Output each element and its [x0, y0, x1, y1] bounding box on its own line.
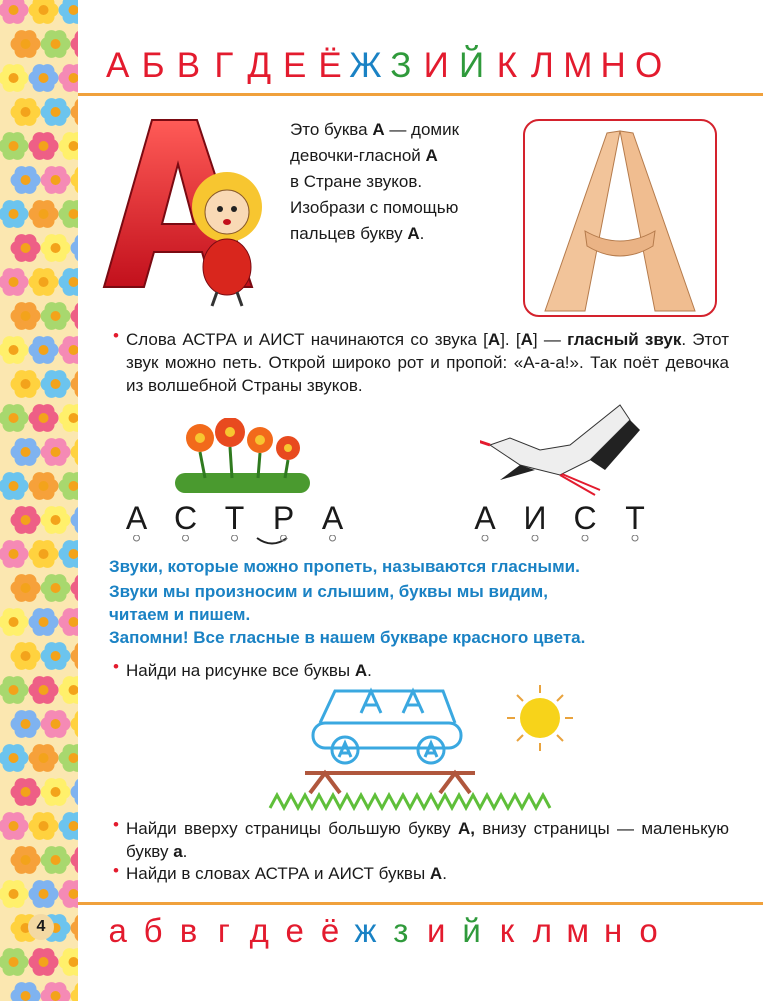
sound-dot: [134, 535, 140, 541]
blue-rule-line-1: Звуки, которые можно пропеть, называются гласными.: [109, 557, 580, 576]
word-letter: Т: [625, 500, 645, 536]
blue-rule-line-3: читаем и пишем.: [109, 605, 251, 624]
sound-dot: [582, 535, 588, 541]
blue-rule-line-4: Запомни! Все гласные в нашем букваре красного цвета.: [109, 628, 586, 647]
car-letters-puzzle-illustration: [265, 683, 585, 813]
uppercase-letter: Н: [600, 46, 626, 85]
uppercase-letter: Б: [141, 46, 165, 85]
bullet: •: [113, 815, 119, 834]
uppercase-letter: И: [423, 46, 449, 85]
uppercase-letter: Ж: [349, 46, 382, 85]
page-number: 4: [28, 914, 54, 940]
task-find-letters-picture: Найди на рисунке все буквы А.: [126, 661, 372, 680]
sound-dot: [330, 535, 336, 541]
uppercase-letter: К: [496, 46, 518, 85]
task-find-letters-words: Найди в словах АСТРА и АИСТ буквы А.: [126, 864, 447, 883]
uppercase-letter: З: [390, 46, 412, 85]
uppercase-letter: Й: [459, 46, 485, 85]
lowercase-letter: й: [462, 912, 481, 949]
lowercase-letter: ж: [354, 912, 377, 949]
paragraph-vowel-sound: Слова АСТРА и АИСТ начинаются со звука [А]. [А] — гласный звук. Этот звук можно петь. Открой широко рот и пропой: «А-а-а!». Так поёт девочка из волшебной Страны звуков.: [126, 330, 729, 395]
lowercase-letter: м: [566, 912, 590, 949]
uppercase-letter: Е: [282, 46, 307, 85]
lowercase-letter: а: [108, 912, 127, 949]
bullet: •: [113, 861, 119, 880]
lowercase-letter: н: [604, 912, 623, 949]
lowercase-letter: ё: [320, 912, 340, 949]
alphabet-uppercase: [100, 46, 666, 86]
word-letter: С: [573, 500, 597, 536]
uppercase-letter: В: [176, 46, 201, 85]
word-markers: [100, 535, 660, 555]
word-astra: [112, 500, 357, 537]
word-letter: А: [474, 500, 496, 536]
hands-letter-a-image: [523, 119, 717, 317]
uppercase-letter: Г: [214, 46, 234, 85]
lowercase-letter: б: [143, 912, 163, 949]
lowercase-letter: з: [393, 912, 409, 949]
word-letter: Т: [224, 500, 245, 536]
lowercase-letter: е: [285, 912, 304, 949]
lowercase-letter: в: [179, 912, 198, 949]
stork-illustration: [480, 400, 645, 500]
uppercase-letter: Д: [247, 46, 272, 85]
uppercase-letter: О: [634, 46, 663, 85]
word-letter: И: [523, 500, 547, 536]
alphabet-lowercase: [100, 912, 666, 950]
lowercase-letter: к: [499, 912, 515, 949]
sound-dot: [232, 535, 238, 541]
lowercase-letter: о: [639, 912, 658, 949]
sound-dot: [632, 535, 638, 541]
lowercase-letter: д: [249, 912, 269, 949]
task-find-big-small-letter: Найди вверху страницы большую букву А, внизу страницы — маленькую букву а.: [126, 819, 730, 861]
uppercase-letter: Ё: [318, 46, 342, 85]
bullet: •: [113, 326, 119, 345]
word-letter: А: [321, 500, 344, 536]
word-letter: А: [125, 500, 148, 536]
uppercase-letter: А: [106, 46, 130, 85]
uppercase-letter: М: [563, 46, 593, 85]
sound-dot: [183, 535, 189, 541]
uppercase-letter: Л: [530, 46, 554, 85]
word-aist: [460, 500, 660, 537]
word-letter: С: [173, 500, 198, 536]
sound-dot: [532, 535, 538, 541]
sound-dot: [482, 535, 488, 541]
word-letter: Р: [272, 500, 295, 536]
lowercase-letter: г: [217, 912, 230, 949]
bottom-rule: [78, 902, 763, 905]
big-letter-a-illustration: [92, 112, 282, 312]
aster-flowers-illustration: [170, 418, 315, 498]
blue-rule-line-2: Звуки мы произносим и слышим, буквы мы видим,: [109, 582, 548, 601]
top-rule: [78, 93, 763, 96]
lowercase-letter: л: [532, 912, 553, 949]
bullet: •: [113, 657, 119, 676]
intro-text: Это буква А — домик девочки-гласной А в Стране звуков. Изобрази с помощью пальцев букву А.: [290, 120, 460, 243]
lowercase-letter: и: [426, 912, 446, 949]
